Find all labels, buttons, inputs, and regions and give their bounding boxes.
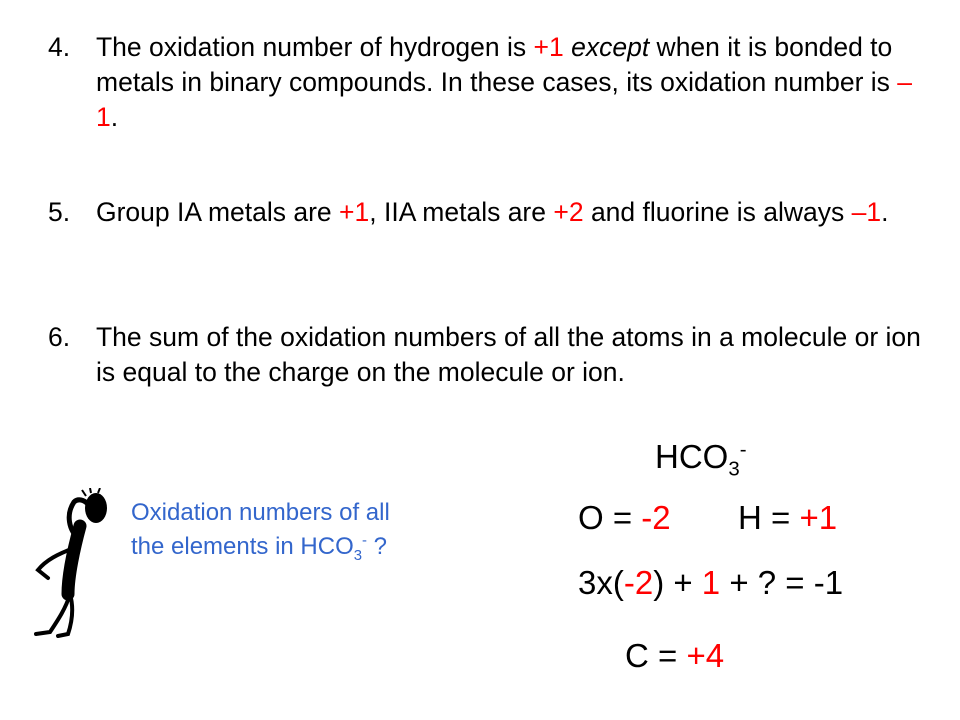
rule-number: 6.: [48, 322, 71, 352]
thinking-stick-figure-icon: [28, 488, 124, 638]
rule-text-segment: , IIA metals are: [369, 197, 554, 227]
carbon-number: +4: [686, 637, 725, 674]
highlight-value: +1: [533, 32, 564, 62]
rule-text-segment: The oxidation number of hydrogen is: [96, 32, 534, 62]
rule-text-segment: Group IA metals are: [96, 197, 340, 227]
rule-text: [96, 320, 928, 390]
oxidation-equation: 3x(-2) + 1 + ? = -1: [578, 564, 844, 601]
hydrogen-value: H = +1: [738, 499, 838, 536]
rule-text-segment: and fluorine is always: [583, 197, 852, 227]
formula-superscript: -: [739, 438, 747, 461]
question-line-1: Oxidation numbers of all: [131, 499, 390, 526]
formula-base: HCO: [655, 438, 729, 475]
rule-text: [96, 195, 928, 230]
carbon-value: C = +4: [625, 637, 725, 674]
rule-text-segment: The sum of the oxidation numbers of all the atoms in a molecule or ion is equal to the charge on the molecule or ion.: [96, 322, 921, 387]
rule-number: 5.: [48, 197, 71, 227]
oxygen-number: -2: [641, 499, 671, 536]
question-line-2: the elements in $HCO_3^-$ ?: [131, 533, 388, 564]
rule-text-segment: .: [110, 102, 119, 132]
hydrogen-number: +1: [799, 499, 838, 536]
highlight-value: –1: [851, 197, 882, 227]
question-superscript: -: [362, 533, 368, 549]
formula-hco3: [655, 437, 747, 481]
rule-4: [48, 30, 928, 135]
equation-hydrogen-value: 1: [701, 564, 721, 601]
rule-text-segment: when it is bonded to metals in binary compounds. In these cases, its oxidation number is: [96, 32, 898, 97]
question-subscript: 3: [353, 547, 363, 564]
rule-text-segment: .: [881, 197, 889, 227]
oxygen-value: O = -2: [578, 499, 671, 536]
rule-6: [48, 320, 928, 390]
emphasis-text: except: [571, 32, 650, 62]
rule-number: 4.: [48, 32, 71, 62]
highlight-value: –1: [96, 67, 913, 132]
highlight-value: +2: [553, 197, 584, 227]
equation-oxygen-value: -2: [623, 564, 654, 601]
rule-5: [48, 195, 928, 230]
rule-text: [96, 30, 928, 135]
rule-text-segment: [564, 32, 571, 62]
highlight-value: +1: [339, 197, 370, 227]
question-text: [131, 496, 481, 564]
formula-subscript: 3: [728, 457, 740, 481]
